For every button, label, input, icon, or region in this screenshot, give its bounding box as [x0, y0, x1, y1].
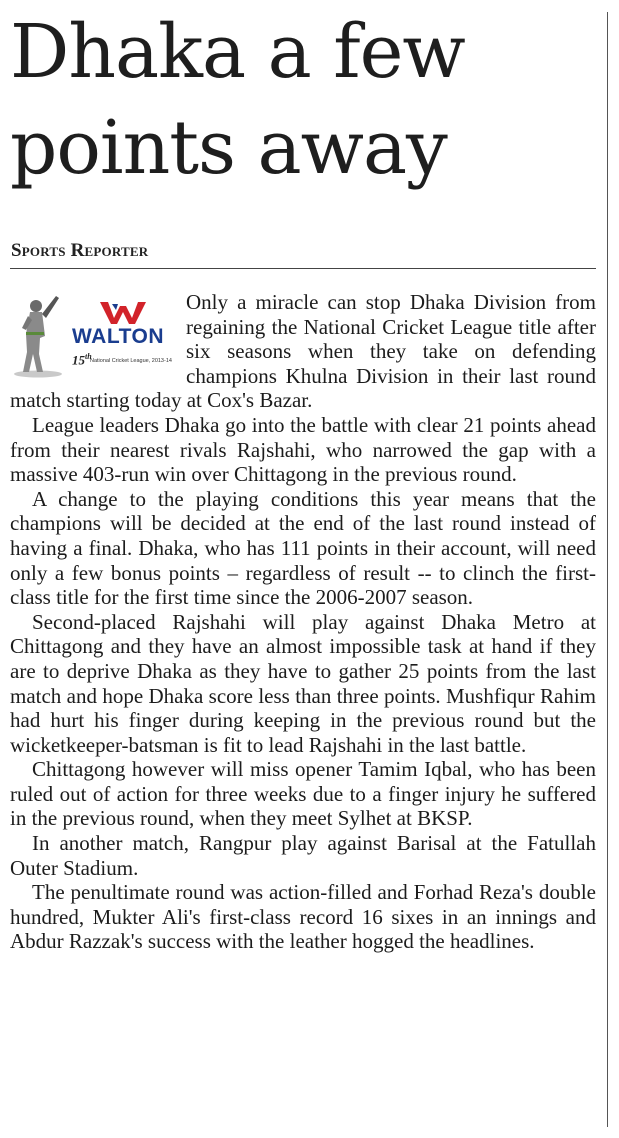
article-body	[10, 290, 596, 954]
logo-brand: WALTON	[72, 325, 165, 348]
logo-edition-number: 15	[72, 352, 85, 368]
logo-float-space	[10, 290, 186, 388]
byline: Sports Reporter	[11, 240, 149, 261]
headline: Dhaka a few points away	[10, 9, 465, 191]
article-paragraph: In another match, Rangpur play against Barisal at the Fatullah Outer Stadium.	[10, 831, 596, 880]
logo-tournament: National Cricket League, 2013-14	[90, 358, 172, 364]
article-paragraph: The penultimate round was action-filled and Forhad Reza's double hundred, Mukter Ali's first-class record 16 sixes in an innings and Abdur Razzak's success with the leather hogged the headlines.	[10, 880, 596, 954]
article-paragraph: Second-placed Rajshahi will play against Dhaka Metro at Chittagong and they have an almost impossible task at hand if they are to deprive Dhaka as they have to gather 25 points from the last match and hope Dhaka score less than three points. Mushfiqur Rahim had hurt his finger during keeping in the previous round but the wicketkeeper-batsman is fit to lead Rajshahi in the last battle.	[10, 609, 596, 757]
article-paragraph: A change to the playing conditions this year means that the champions will be decided at the end of the last round instead of having a final. Dhaka, who has 111 points in their account, will need only a few bonus points – regardless of result -- to clinch the first-class title for the first time since the 2006-2007 season.	[10, 486, 596, 610]
column-divider	[607, 12, 608, 1127]
article-paragraph: Only a miracle can stop Dhaka Division from regaining the National Cricket League title after six seasons when they take on defending champions Khulna Division in their last round match starting today at Cox's Bazar.	[10, 290, 596, 413]
article-paragraph: Chittagong however will miss opener Tamim Iqbal, who has been ruled out of action for three weeks due to a finger injury he suffered in the previous round, when they meet Sylhet at BKSP.	[10, 757, 596, 831]
article-paragraph: League leaders Dhaka go into the battle with clear 21 points ahead from their nearest rivals Rajshahi, who narrowed the gap with a massive 403-run win over Chittagong in the previous round.	[10, 412, 596, 487]
logo-edition-suffix: th	[85, 352, 92, 361]
byline-divider	[10, 268, 596, 269]
